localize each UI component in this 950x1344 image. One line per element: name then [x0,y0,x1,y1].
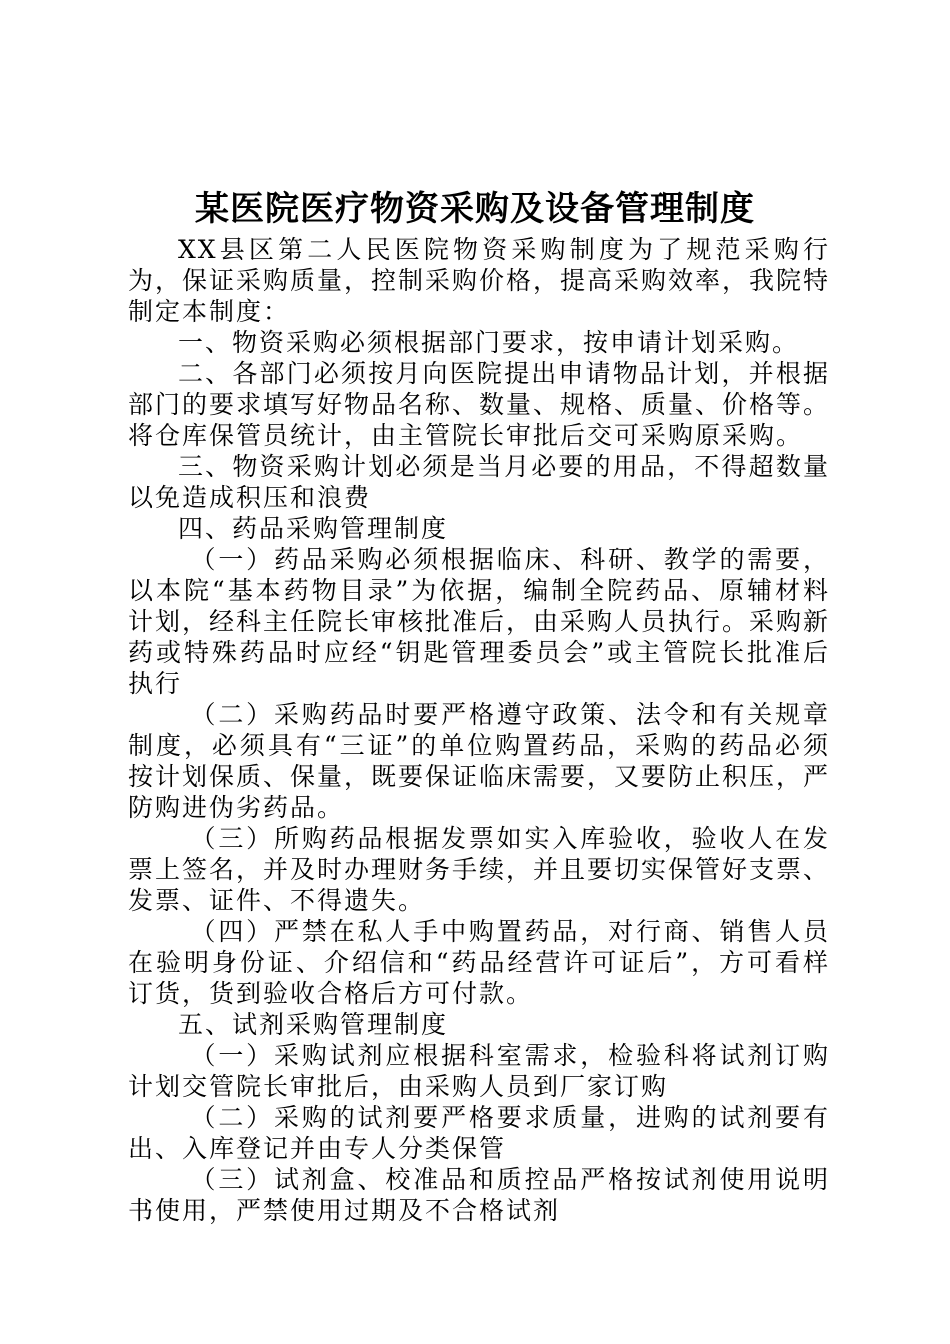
paragraph-section-4-item-2: （二）采购药品时要严格遵守政策、法令和有关规章制度，必须具有“三证”的单位购置药品，采购的药品必须按计划保质、保量，既要保证临床需要，又要防止积压，严防购进伪劣药品。 [128,700,831,822]
paragraph-intro: XX县区第二人民医院物资采购制度为了规范采购行为，保证采购质量，控制采购价格，提高采购效率，我院特制定本制度： [128,235,831,326]
document-title: 某医院医疗物资采购及设备管理制度 [195,189,755,229]
heading-section-5: 五、试剂采购管理制度 [178,1010,449,1039]
paragraph-section-5-item-3: （三）试剂盒、校准品和质控品严格按试剂使用说明书使用，严禁使用过期及不合格试剂 [128,1165,830,1225]
paragraph-section-1: 一、物资采购必须根据部门要求，按申请计划采购。 [178,328,800,357]
paragraph-section-2: 二、各部门必须按月向医院提出申请物品计划，并根据部门的要求填写好物品名称、数量、规格、质量、价格等。将仓库保管员统计，由主管院长审批后交可采购原采购。 [128,359,831,450]
paragraph-section-4-item-4: （四）严禁在私人手中购置药品，对行商、销售人员在验明身份证、介绍信和“药品经营许可证后”，方可看样订货，货到验收合格后方可付款。 [128,917,830,1008]
paragraph-section-4-item-3: （三）所购药品根据发票如实入库验收，验收人在发票上签名，并及时办理财务手续，并且要切实保管好支票、发票、证件、不得遗失。 [128,824,831,915]
document-body [128,234,830,1226]
paragraph-section-5-item-2: （二）采购的试剂要严格要求质量，进购的试剂要有出、入库登记并由专人分类保管 [128,1103,830,1163]
heading-section-4: 四、药品采购管理制度 [178,514,449,543]
paragraph-section-4-item-1: （一）药品采购必须根据临床、科研、教学的需要，以本院“基本药物目录”为依据，编制全院药品、原辅材料计划，经科主任院长审核批准后，由采购人员执行。采购新药或特殊药品时应经“钥匙管理委员会”或主管院长批准后执行 [128,545,831,698]
paragraph-section-5-item-1: （一）采购试剂应根据科室需求，检验科将试剂订购计划交管院长审批后，由采购人员到厂家订购 [128,1041,830,1101]
paragraph-section-3: 三、物资采购计划必须是当月必要的用品，不得超数量以免造成积压和浪费 [128,452,830,512]
